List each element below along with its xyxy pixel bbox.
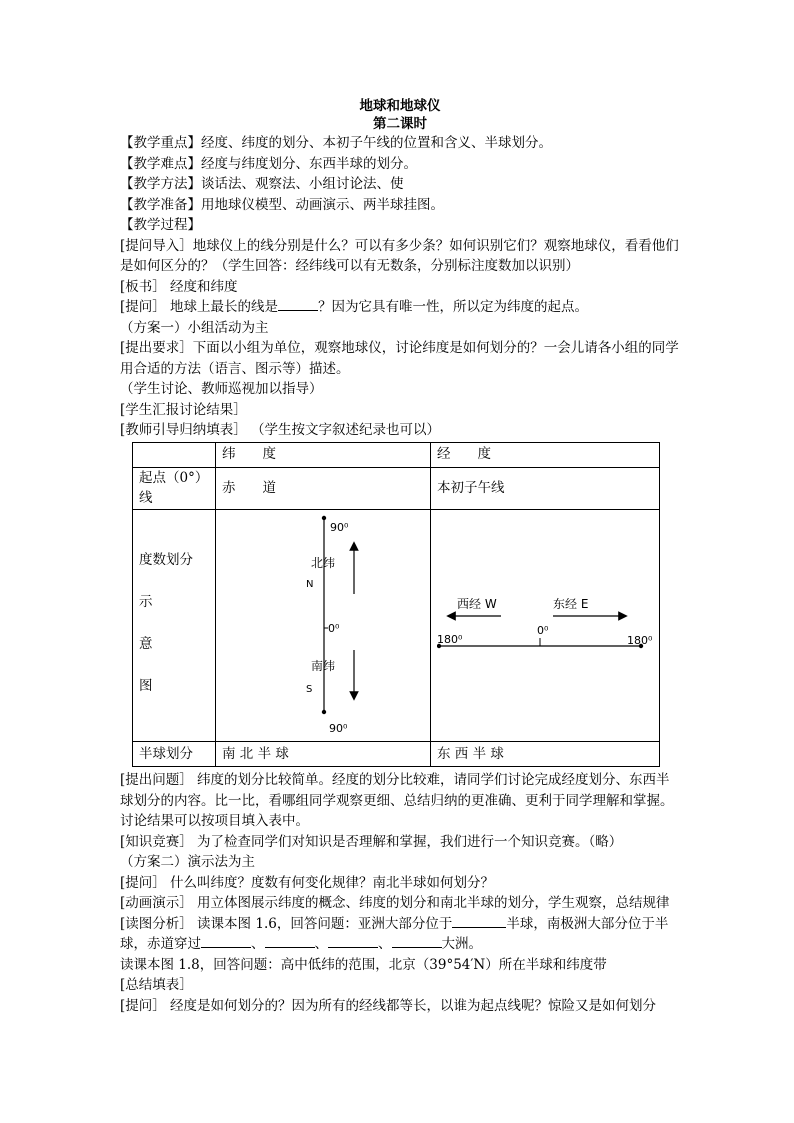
blackboard-note: [板书］ 经度和纬度 xyxy=(120,278,238,295)
student-report: [学生汇报讨论结果］ xyxy=(120,401,247,418)
latitude-diagram-cell xyxy=(216,509,431,742)
lesson-plan xyxy=(120,97,680,1016)
south-pole-dot xyxy=(322,709,326,713)
row-start-longitude: 本初子午线 xyxy=(431,467,660,509)
requirement: [提出要求］下面以小组为单位，观察地球仪，讨论纬度是如何划分的？一会儿请各小组的同学用合适的方法（语言、图示等）描述。 xyxy=(120,340,679,377)
label-line: 意 xyxy=(139,636,153,653)
south-latitude-label: 南纬 xyxy=(311,658,336,673)
teaching-preparation: 【教学准备】用地球仪模型、动画演示、两半球挂图。 xyxy=(120,196,444,213)
question-intro: [提问导入］地球仪上的线分别是什么？可以有多少条？如何识别它们？观察地球仪，看看他们是如何区分的？（学生回答：经纬线可以有无数条，分别标注度数加以识别） xyxy=(120,237,679,274)
header-longitude: 经 度 xyxy=(431,442,660,467)
teaching-method: 【教学方法】谈话法、观察法、小组讨论法、使 xyxy=(120,176,404,192)
label-line: 图 xyxy=(139,678,153,695)
answer-blank xyxy=(392,934,442,948)
label-line: 度数划分 xyxy=(139,552,193,569)
map-analysis: [读图分析］ 读课本图 1.6，回答问题：亚洲大部分位于 半球，南极洲大部分位于半球，赤道穿过 、 、 、 大洲。 xyxy=(120,915,669,952)
row-hemisphere-latitude: 南 北 半 球 xyxy=(216,742,431,767)
longitude-diagram-cell xyxy=(431,509,660,742)
answer-blank xyxy=(201,934,251,948)
page-subtitle: 第二课时 xyxy=(373,116,427,132)
animation-demo: [动画演示］ 用立体图展示纬度的概念、纬度的划分和南北半球的划分，学生观察，总结规律 xyxy=(120,895,670,911)
label-line: 示 xyxy=(139,594,153,611)
north-pole-dot xyxy=(322,515,326,519)
answer-blank xyxy=(452,914,506,928)
lat-bottom-label: 90⁰ xyxy=(329,721,348,735)
s-letter: S xyxy=(306,683,313,695)
row-hemisphere-label: 半球划分 xyxy=(133,742,216,767)
question-longitude: [提问］ 经度是如何划分的？因为所有的经线都等长，以谁为起点线呢？惊险又是如何划分 xyxy=(120,997,657,1014)
teaching-process: 【教学过程】 xyxy=(120,217,201,233)
question-latitude: [提问］ 什么叫纬度？度数有何变化规律？南北半球如何划分？ xyxy=(120,874,495,891)
page-title: 地球和地球仪 xyxy=(359,98,441,114)
lat-top-label: 90⁰ xyxy=(330,520,349,534)
plan-two: （方案二）演示法为主 xyxy=(120,854,255,870)
north-latitude-label: 北纬 xyxy=(311,555,336,570)
question-longest-line: [提问］ 地球上最长的线是 ？因为它具有唯一性，所以定为纬度的起点。 xyxy=(120,299,589,315)
header-latitude: 纬 度 xyxy=(216,442,431,467)
latitude-diagram xyxy=(222,510,424,735)
plan-one: （方案一）小组活动为主 xyxy=(120,319,269,336)
teacher-guide: [教师引导归纳填表］ （学生按文字叙述纪录也可以） xyxy=(120,422,441,438)
west-longitude-label: 西经 W xyxy=(457,596,497,611)
answer-blank xyxy=(265,934,315,948)
table-corner xyxy=(133,442,216,467)
row-start-label: 起点（0°） 线 xyxy=(133,467,216,509)
lat-lon-table xyxy=(132,442,660,768)
answer-blank xyxy=(328,934,378,948)
lat-zero-label: 0⁰ xyxy=(328,621,340,635)
lon-left-label: 180⁰ xyxy=(437,632,463,646)
east-longitude-label: 东经 E xyxy=(553,596,589,611)
row-start-latitude: 赤 道 xyxy=(216,467,431,509)
answer-blank xyxy=(278,297,318,311)
knowledge-contest: [知识竞赛］ 为了检查同学们对知识是否理解和掌握，我们进行一个知识竞赛。（略） xyxy=(120,833,623,850)
student-discussion: （学生讨论、教师巡视加以指导） xyxy=(120,381,323,397)
teaching-difficulty: 【教学难点】经度与纬度划分、东西半球的划分。 xyxy=(120,155,417,172)
teaching-focus: 【教学重点】经度、纬度的划分、本初子午线的位置和含义、半球划分。 xyxy=(120,135,552,151)
n-letter: N xyxy=(306,578,314,590)
row-diagram-label xyxy=(133,509,216,742)
lon-right-label: 180⁰ xyxy=(627,633,653,647)
row-hemisphere-longitude: 东 西 半 球 xyxy=(431,742,660,767)
map-question-beijing: 读课本图 1.8，回答问题：高中低纬的范围，北京（39°54′N）所在半球和纬度带 xyxy=(120,956,607,973)
raise-question: [提出问题］ 纬度的划分比较简单。经度的划分比较难，请同学们讨论完成经度划分、东西半球划分的内容。比一比，看哪组同学观察更细、总结归纳的更准确、更利于同学理解和掌握。讨论结果可以按项目填入表中。 xyxy=(120,772,674,829)
longitude-diagram xyxy=(437,510,653,735)
lon-zero-label: 0⁰ xyxy=(537,623,549,637)
summary-table: [总结填表］ xyxy=(120,977,193,993)
